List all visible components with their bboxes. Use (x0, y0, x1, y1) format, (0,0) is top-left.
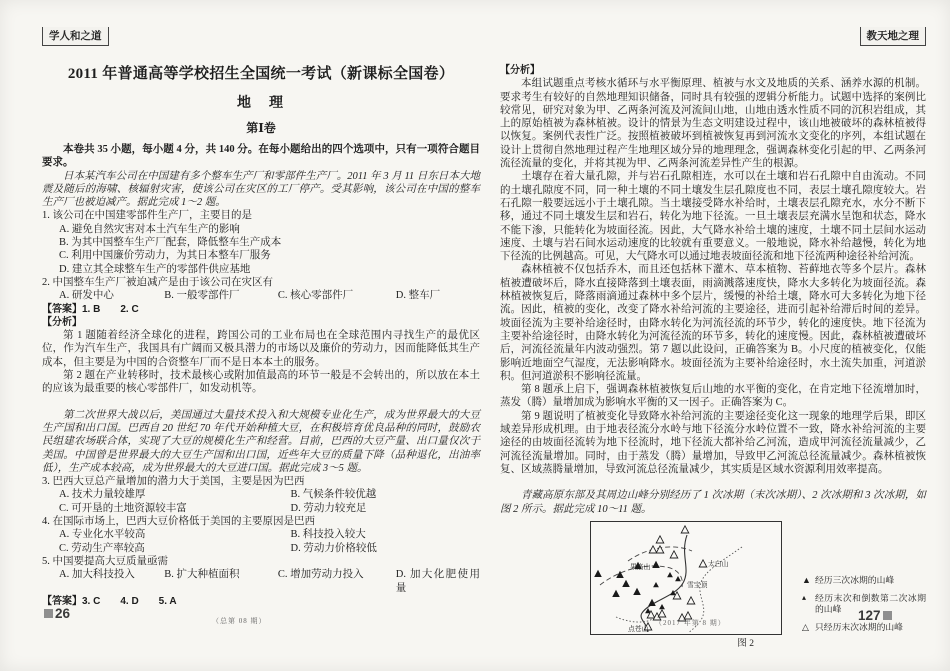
question-3-stem: 3. 巴西大豆总产量增加的潜力大于美国，主要是因为巴西 (42, 476, 305, 488)
page-number-right (858, 608, 892, 623)
page-right (500, 26, 926, 651)
analysis-paragraph-1: 第 1 题随着经济全球化的进程，跨国公司的工业布局也在全球范围内寻找生产的最优区位，作为汽车生产，我国具有广阔而又极具潜力的市场以及廉价的劳动力，因而能降低其生产成本，但主要是为中国的合资整车厂而不是日本本土的服务。 (42, 330, 480, 368)
analysis-paragraph-q9: 第 9 题说明了植被变化导致降水补给河流的主要途径变化这一现象的地理学后果，即区域差异形成机理。由于地表径流分水岭与地下径流分水岭位置不一致，降水补给河流的主要途径的由坡面径流转为地下径流时，地下径流大都补给乙河流，造成甲河流径流量减少，乙河流径流量增加。同时，由于蒸发（腾）量增加，导致甲乙河流总径流量减少。森林植被恢复、区域蒸腾量增加，导致河流总径流量减少，其实质是区域水资源利用效率提高。 (500, 410, 926, 475)
header-badge-left: 学人和之道 (42, 27, 109, 46)
option: B. 一般零部件厂 (164, 290, 240, 302)
question-5-stem: 5. 中国要提高大豆质量亟需 (42, 555, 168, 567)
question-5 (42, 555, 480, 595)
option: B. 气候条件较优越 (290, 489, 377, 501)
option: A. 研发中心 (59, 290, 114, 302)
passage-3: 青藏高原东部及其周边山峰分别经历了 1 次冰期（末次冰期）、2 次冰期和 3 次冰期，如图 2 所示。据此完成 10～11 题。 (500, 490, 926, 515)
page-number-square-icon (44, 609, 53, 618)
option: B. 为其中国整车生产厂配套，降低整车生产成本 (59, 237, 282, 249)
option: C. 劳动生产率较高 (59, 542, 145, 554)
map-label-guoluoshan: 果洛山 (630, 563, 651, 571)
peaks-one-iceage (644, 526, 707, 630)
legend-label: 经历三次冰期的山峰 (815, 575, 895, 586)
exam-section: 第Ⅰ卷 (246, 121, 276, 135)
analysis-paragraph-2: 第 2 题在产业转移时，技术最核心或附加值最高的环节一般是不会转出的，所以放在本土的应该为最重要的核心零部件厂，如发动机等。 (42, 370, 480, 395)
peaks-two-iceages (645, 572, 681, 613)
analysis-label-left: 【分析】 (42, 316, 82, 328)
option: C. 核心零部件厂 (277, 290, 354, 302)
header-badge-right-wrap (500, 26, 926, 46)
option: A. 加大科技投入 (59, 569, 135, 581)
legend-label: 经历末次和倒数第二次冰期的山峰 (815, 592, 926, 615)
question-2-stem: 2. 中国整车生产厂被迫减产是由于该公司在灾区有 (42, 276, 273, 288)
option: B. 扩大种植面积 (164, 569, 240, 581)
figure-2-caption: 图 2 (737, 638, 754, 649)
spacer (42, 396, 480, 409)
spacer (500, 476, 926, 489)
exam-title: 2011 年普通高等学校招生全国统一考试（新课标全国卷） (67, 66, 455, 82)
question-5-options (42, 568, 480, 595)
question-4-stem: 4. 在国际市场上，巴西大豆价格低于美国的主要原因是巴西 (42, 516, 315, 528)
option: C. 增加劳动力投入 (277, 569, 364, 581)
question-2-options (42, 289, 480, 302)
question-4 (42, 515, 480, 555)
page-number-square-icon (883, 611, 892, 620)
analysis-label-right: 【分析】 (500, 65, 540, 76)
glacier-map-column (590, 521, 782, 651)
page-number-left-value: 26 (55, 606, 71, 621)
footer-note-left: （总第 08 期） (212, 617, 267, 625)
option: C. 利用中国廉价劳动力，为其日本整车厂服务 (59, 250, 271, 262)
exam-subject: 地 理 (237, 96, 285, 111)
passage-2: 第二次世界大战以后，美国通过大量技术投入和大规模专业化生产，成为世界最大的大豆生产国和出口国。巴西自 20 世纪 70 年代开始种植大豆，在积极培育优良品种的同时，鼓励农民组建农场联合体，实现了大豆的规模化生产和经营。目前，巴西的大豆产量、出口量仅次于美国。中国曾是世界最大的大豆生产国和出口国，近些年大豆的质量下降（品种退化，出油率低），生产成本较高，成为世界最大的大豆进口国。据此完成 3～5 题。 (42, 409, 480, 474)
question-1-options (42, 223, 480, 276)
map-label-taibaishan: 太白山 (708, 560, 729, 568)
option: D. 劳动力价格较低 (290, 542, 377, 554)
passage-1: 日本某汽车公司在中国建有多个整车生产厂和零部件生产厂。2011 年 3 月 11 日东日本大地震及随后的海啸、核辐射灾害，使该公司在灾区的工厂停产。受其影响，该公司在中国的整车生产厂也被迫减产。据此完成 1～2 题。 (42, 170, 480, 209)
header-badge-left-wrap (42, 26, 480, 46)
analysis-paragraph-soil: 土壤存在着大量孔隙，并与岩石孔隙相连，水可以在土壤和岩石孔隙中自由流动。不同的土壤孔隙度不同，同一种土壤的不同土壤发生层孔隙度也不同，表层土壤孔隙度较大。岩石孔隙一般要远远小于土壤孔隙。当土壤接受降水补给时，土壤表层孔隙充水，水分不断下移，通过不同土壤发生层和岩石，转化为地下径流。一旦土壤表层充满水呈饱和状态，降水不能下渗，只能转化为坡面径流。因此，大气降水补给土壤的速度，土壤不同土层间水运动速度、土壤与岩石间水运动速度的比较就有重要意义。一般地说，降水补给越慢，转化为地下径流的比例越高。可见，大气降水可以通过地表坡面径流和地下径流两种途径补给河流。 (500, 171, 926, 263)
answer-line-1-2: 【答案】1. B 2. C (42, 303, 139, 315)
question-4-options (42, 528, 480, 555)
question-3 (42, 475, 480, 515)
legend-item (802, 575, 926, 586)
analysis-paragraph-q8: 第 8 题承上启下，强调森林植被恢复后山地的水平衡的变化，在肯定地下径流增加时，蒸发（腾）量增加成为影响水平衡的又一因子。正确答案为 C。 (500, 384, 926, 409)
analysis-paragraph-overview: 本组试题重点考核水循环与水平衡原理、植被与水文及地质的关系、涵养水源的机制。要求考生有较好的自然地理知识储备，同时具有较强的逻辑分析能力。试题中选择的案例比较常见，研究对象为甲、乙两条河流及河流间山地，山地由透水性质不同的沉积岩组成，其上的原始植被为森林植被。设计的情景为生态文明建设过程中，该山地被破坏的森林植被得以恢复。案例代表性广泛。按照植被破坏到植被恢复再到河流水文变化的序列，本组试题在设计上贯彻自然地理过程产生地理区域分异的地理理念，强调森林变化引起的甲、乙两条河流径流量的变化，并将其视为甲、乙两条河流差异性产生的根源。 (500, 78, 926, 170)
question-2 (42, 276, 480, 303)
option: C. 可开垦的土地资源较丰富 (59, 502, 187, 514)
filled-triangle-icon: ▲ (802, 575, 811, 586)
option: D. 整车厂 (395, 290, 441, 302)
analysis-paragraph-forest: 森林植被不仅包括乔木，而且还包括林下灌木、草本植物、苔藓地衣等多个层片。森林植被遭破坏后，降水直接降落到土壤表面，雨滴溅落速度快，降水大多转化为坡面径流。森林植被恢复后，降落雨滴通过森林中多个层片，缓慢的补给土壤，降水可大多转化为地下径流。因此，植被的变化，改变了降水补给河流的主要途径，进而引起补给滞后时间的差异。坡面径流为主要补给途径时，由降水转化为河流径流的环节少，转化的速度快。地下径流为主要补给途径时，由降水转化为河流径流的环节多，转化的速度慢。因此，森林植被遭破坏后，河流径流量年内波动强烈。第 7 题以此设问，正确答案为 B。小尺度的植被变化，仅能影响近地面空气湿度，无法影响降水。坡面径流为主要补给途径时，水土流失加重，河道淤积。但河道淤积不影响径流量。 (500, 264, 926, 382)
figure-2 (590, 521, 926, 651)
option: B. 科技投入较大 (290, 529, 366, 541)
question-3-options (42, 488, 480, 515)
exam-intro: 本卷共 35 小题，每小题 4 分，共 140 分。在每小题给出的四个选项中，只有一项符合题目要求。 (42, 144, 480, 169)
option: A. 避免自然灾害对本土汽车生产的影响 (59, 223, 240, 235)
header-badge-right: 教天地之理 (860, 27, 927, 46)
small-filled-triangle-icon: ▴ (802, 592, 807, 602)
option: D. 建立其全球整车生产的零部件供应基地 (59, 263, 251, 275)
page-left (42, 26, 480, 608)
page-number-left (44, 606, 70, 621)
page-number-right-value: 127 (858, 608, 881, 623)
footer-note-right: （2017 年第 8 期） (655, 619, 726, 627)
option: A. 专业化水平较高 (59, 529, 146, 541)
option: D. 加大化肥使用量 (395, 569, 480, 594)
legend-label: 只经历末次冰期的山峰 (815, 621, 903, 632)
option: D. 劳动力较充足 (290, 502, 367, 514)
option: A. 技术力量较雄厚 (59, 489, 146, 501)
legend-item (802, 622, 926, 633)
question-1 (42, 209, 480, 275)
question-1-stem: 1. 该公司在中国建零部件生产厂，主要目的是 (42, 210, 252, 222)
map-label-diancangshan: 点苍山 (628, 625, 649, 633)
map-label-xuebaoding: 雪宝顶 (687, 581, 708, 589)
hollow-triangle-icon: △ (802, 621, 809, 632)
answer-line-3-5: 【答案】3. C 4. D 5. A (42, 595, 177, 607)
